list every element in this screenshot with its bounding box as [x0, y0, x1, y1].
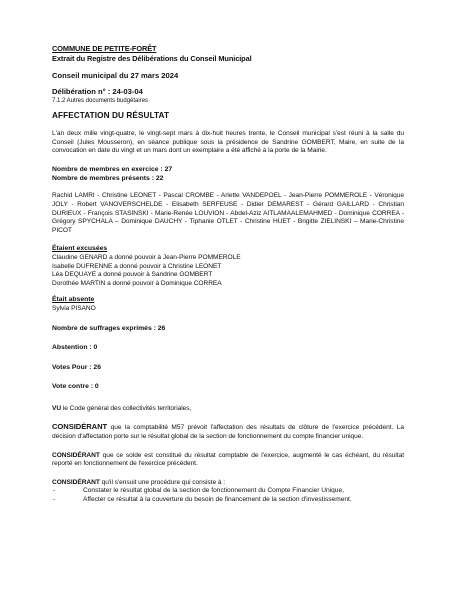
- considerant-clause: [52, 452, 404, 469]
- bullet-dash: -: [53, 496, 56, 504]
- deliberation-number: Délibération n° : 24-03-04: [52, 87, 143, 96]
- excused-line: Isabelle DUFRENNE a donné pouvoir à Christine LEONET: [52, 262, 222, 270]
- meeting-date: Conseil municipal du 27 mars 2024: [52, 71, 179, 80]
- vu-text: le Code général des collectivités territoriales,: [61, 404, 192, 412]
- commune-name: COMMUNE DE PETITE-FORÊT: [52, 44, 157, 53]
- deliberation-category: 7.1.2 Autres documents budgétaires: [52, 98, 149, 104]
- considerant-lead: CONSIDÉRANT: [52, 451, 100, 459]
- procedure-bullet: [52, 487, 404, 496]
- votes-pour: Votes Pour : 26: [52, 363, 101, 371]
- considerant-lead: CONSIDÉRANT: [52, 422, 108, 432]
- votes-expressed: Nombre de suffrages exprimés : 26: [52, 324, 166, 332]
- considerant-text: qu'il s'ensuit une procédure qui consiste à :: [99, 478, 226, 486]
- member-counts: [52, 166, 404, 184]
- vu-lead: VU: [52, 404, 62, 412]
- procedure-bullet: [52, 496, 404, 505]
- votes-abstention: Abstention : 0: [52, 344, 98, 352]
- absent-section: [52, 296, 404, 313]
- deliberation-title: AFFECTATION DU RÉSULTAT: [52, 111, 170, 120]
- excused-heading: Étaient excusées: [52, 245, 108, 253]
- absent-name: Sylvia PISANO: [52, 304, 96, 312]
- considerant-lead: CONSIDÉRANT: [52, 478, 100, 486]
- bullet-dash: -: [53, 487, 56, 495]
- bullet-text: Affecter ce résultat à la couverture du besoin de financement de la section d'investissement.: [83, 496, 352, 504]
- document-page: [52, 44, 404, 505]
- register-extract-title: Extrait du Registre des Délibérations du Conseil Municipal: [52, 53, 252, 63]
- excused-section: [52, 245, 404, 288]
- intro-paragraph: L'an deux mille vingt-quatre, le vingt-sept mars à dix-huit heures trente, le Conseil municipal s'est réuni à la salle du Conseil (Jules Mousseron), en séance publique sous la présidence de Sandrine GOMBERT, Maire, en suite de la convocation en date du vingt et un mars dont un exemplaire a été affiché à la porte de la Mairie.: [52, 130, 404, 155]
- absent-heading: Était absente: [52, 296, 95, 304]
- votes-contre: Vote contre : 0: [52, 383, 99, 391]
- vu-clause: [52, 405, 404, 414]
- bullet-text: Constater le résultat global de la section de fonctionnement du Compte Financier Unique,: [83, 487, 344, 495]
- members-present: Nombre de membres présents : 22: [52, 174, 164, 182]
- considerant-clause: [52, 479, 404, 488]
- considerant-clause: [52, 423, 404, 441]
- excused-line: Claudine GENARD a donné pouvoir à Jean-Pierre POMMEROLE: [52, 253, 241, 261]
- considerant-text: que la comptabilité M57 prévoit l'affectation des résultats de clôture de l'exercice précédent. La décision d'affectation porte sur le résultat global de la section de fonctionnement du compte financier unique.: [52, 424, 404, 441]
- members-in-office: Nombre de membres en exercice : 27: [52, 165, 173, 173]
- excused-line: Léa DEQUAYE a donné pouvoir à Sandrine GOMBERT: [52, 271, 213, 279]
- considerant-text: que ce solde est constitué du résultat comptable de l'exercice, augmenté le cas échéant, du résultat reporté en fonctionnement de l'exercice précédent.: [52, 451, 404, 468]
- present-members-list: Rachid LAMRI - Christine LEONET - Pascal CROMBE - Arlette VANDEPOEL - Jean-Pierre POMMEROLE - Véronique JOLY - Robert VANOVERSCHELDE - Elisabeth SERFEUSE - Didier DEMAREST - Gérard GAILLARD - Christian DURIEUX - François STASINSKI - Marie-Renée LOUVION - Abdel-Aziz AITLAMAALEMAHMED - Dominique CORREA - Grégory SPYCHALA – Dominique DAUCHY - Tiphanie OTLET - Christine HUET - Brigitte ZIELINSKI – Marie-Christine PICOT: [52, 192, 404, 234]
- excused-line: Dorothée MARTIN a donné pouvoir à Dominique CORREA: [52, 279, 222, 287]
